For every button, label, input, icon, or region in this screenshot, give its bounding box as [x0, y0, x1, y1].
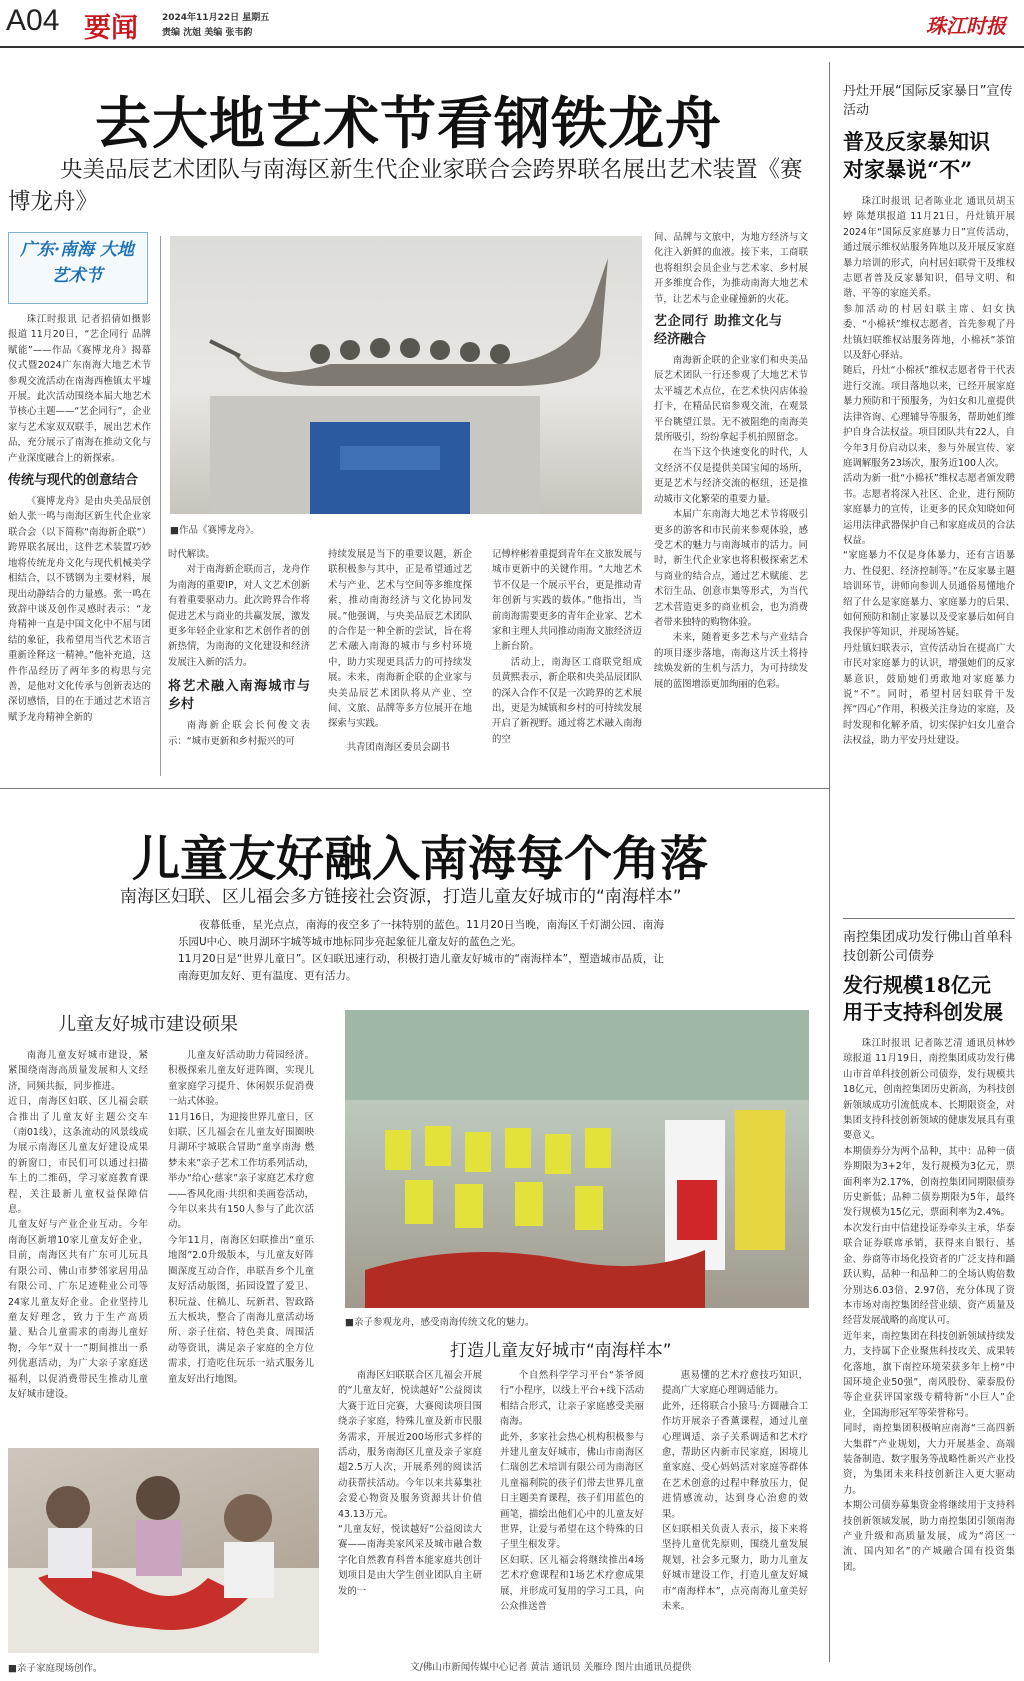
family-creation-scene — [8, 1448, 319, 1653]
kids-photo-2-caption: ■亲子家庭现场创作。 — [8, 1663, 103, 1674]
sidebar-top-body: 珠江时报讯 记者陈业北 通讯员胡玉婷 陈楚琪报道 11月21日，丹灶镇开展2024年“国际反家庭暴力日”宣传活动，通过展示维权站服务阵地以及开展反家庭暴力培训的形式，向村居妇联骨干及维权志愿者普及反家暴知识，倡导文明、和谐、平等的家庭关系。 参加活动的村居妇联主席、妇女执委、“小棉袄”维权志愿者，首先参观了丹灶镇妇联维权站服务阵地，小棉袄”茶馆以及舒心驿站。 随后，丹灶“小棉袄”维权志愿者骨干代表进行交流。项目落地以来，已经开展家庭暴力预防和干预服务，为妇女和儿童提供法律咨询、心理辅导等服务，帮助她们维护自身合法权益。项目团队共有22人，自今年3月份启动以来，参与外展宣传、家庭调解服务23场次，服务近100人次。 活动为新一批“小棉袄”维权志愿者颁发聘书。志愿者将深入社区、企业，进行预防家庭暴力的宣传，让更多的民众知晓如何运用法律武器保护自己和家庭成员的合法权益。 “家庭暴力不仅是身体暴力，还有言语暴力、性侵犯、经济控制等。”在反家暴主题培训环节，讲师向参训人员通俗易懂地介绍了什么是家庭暴力、家庭暴力的后果、如何预防和制止家暴以及受家暴后如何自我保护等知识，并现场答疑。 丹灶镇妇联表示，宣传活动旨在提高广大市民对家庭暴力的认识，增强她们的反家暴意识，鼓励她们勇敢地对家庭暴力说“不”。同时，希望村居妇联骨干发挥“四心”作用，积极关注身边的家庭，及时发现和化解矛盾，切实保护妇女儿童合法权益，助力平安丹灶建设。 — [843, 196, 1015, 747]
kids-colB: 儿童友好活动助力荷园经济。积极探索儿童友好进阵圈，实现儿童家庭学习提升、休闲娱乐促消费一站式体验。 11月16日，为迎接世界儿童日，区妇联、区儿福会在儿童友好围圈映月湖环宇城联合冒助“童享南海 燃梦未来”亲子艺术工作坊系列活动，举办“给心·慈家”亲子家庭艺术疗愈——香风化雨·共织和美画卷活动，今年以来共有150人参与了此次活动。 今年11月，南海区妇联推出“童乐地图”2.0升级版本，与儿童友好阵圈深度互动合作，串联吾乡个儿童友好活动版图，拓园设置了爱卫、积玩益、住稿儿、玩新君、智政路五大板块，整合了南海儿童活动场所、亲子住宿、特色美食、周围活动等资讯，满足亲子家庭的全方位需求，打造吃住玩乐一站式服务儿童友好出行地图。 — [168, 1050, 314, 1385]
art-col2b-text: 对于南海新企联而言，龙舟作为南海的重要IP，对人文艺术创新有着重要驱动力。此次跨界合作将促进艺术与商业的共赢发展，激发更多年轻企业家和艺术创作者的创新热情，为南海的文化建设和经济发展注入新的活力。 — [168, 564, 310, 668]
kids-credit: 文/佛山市新闻传媒中心记者 黄洁 通讯员 关雁玲 图片由通讯员提供 — [410, 1662, 692, 1673]
sidebar-top-kicker: 丹灶开展“国际反家暴日”宣传活动 — [843, 84, 1013, 118]
kids-colA: 南海儿童友好城市建设，紧紧围绕南海高质量发展和人文经济，同频共振，同步推进。 近日，南海区妇联、区儿福会联合推出了儿童友好主题公交车（南01线），这条流动的风景线成为展示南海区儿童友好建设成果的新窗口，市民们可以通过扫描车上的二维码，学习家庭教育课程，关注最新儿童权益保障信息。 儿童友好与产业企业互动。今年南海区新增10家儿童友好企业，目前，南海区共有广东可儿玩具有限公司、佛山市梦邻家居用品有限公司、广东足迹鞋业公司等24家儿童友好企业。企业坚持儿童友好理念，致力于生产高质量、贴合儿童需求的南海儿童好物，今年“双十一”期间推出一系列优惠活动，为广大亲子家庭送福利，以促消费带民生推动儿童友好城市建设。 — [8, 1050, 148, 1400]
page-header — [0, 0, 1024, 46]
kids-section2-title: 打造儿童友好城市“南海样本” — [450, 1341, 672, 1361]
art-subhead: 央美品辰艺术团队与南海区新生代企业家联合会跨界联名展出艺术装置《赛博龙舟》 — [8, 157, 803, 215]
kids-colE: 惠易懂的艺术疗愈技巧知识，提高广大家庭心理调适能力。 此外，还将联合小猿马·方圆融合工作坊开展亲子香薰课程，通过儿童心理调适、亲子关系调适和艺术疗愈，帮助区内新市民家庭，困境儿童家庭、受心妈妈活对家庭等群体在艺术创意的过程中释放压力，促进情感流动，达到身心治愈的效果。 区妇联相关负责人表示，接下来将坚持儿童优先原则，围绕儿童发展规划，社会多元聚力，助力儿童友好城市建设工作，打造儿童友好城市“南海样本”，点亮南海儿童美好未来。 — [662, 1370, 808, 1613]
art-col1 — [8, 312, 151, 725]
kids-headline: 儿童友好融入南海每个角落 — [132, 831, 709, 887]
header-divider — [0, 46, 1024, 48]
art-col5-text: 间、品牌与文旅中，为地方经济与文化注入新鲜的血液。接下来，工商联也将组织会员企业与艺术家、乡村展开多维度合作，为推动南海大地艺术节，让艺术与企业碰撞新的火花。 — [654, 232, 808, 305]
sidebar-bottom-kicker: 南控集团成功发行佛山首单科技创新公司债券 — [843, 930, 1013, 964]
art-headline: 去大地艺术节看钢铁龙舟 — [95, 91, 722, 157]
column-rule — [160, 236, 161, 776]
art-col5c-text: 在当下这个快速变化的时代，人文经济不仅是提供美国宝闻的场所，更是艺术与经济交流的枢纽，还是推动城市文化繁荣的重要力量。 — [654, 447, 808, 505]
art-col5b-text: 南海新企联的企业家们和央美品辰艺术团队一行还参观了大地艺术节太平墟艺术点位，在艺术快闪店体验打卡，在精品民宿参观交流，在观景平台眺望江景。无不被阻绝的南海美景所吸引，纷纷拿起手机拍照留念。 — [654, 355, 808, 444]
art-col5d-text: 本届广东南海大地艺术节将吸引更多的游客和市民前来参观体验，感受艺术的魅力与南海城市的活力。同时，新生代企业家也将积极探索艺术与商业的结合点，通过艺术赋能、艺术衍生品、创意市集等形式，为当代艺术营造更多的商业机会，也为消费者带来独特的购物体验。 — [654, 509, 808, 628]
art-col2-heading: 将艺术融入南海城市与乡村 — [168, 679, 310, 713]
art-photo — [170, 236, 642, 514]
sidebar-divider-h — [843, 918, 1015, 919]
festival-logo-text: 广东·南海 大地艺术节 — [20, 240, 134, 286]
page-number: A04 — [6, 4, 60, 37]
art-photo-caption: ■作品《赛博龙舟》。 — [170, 525, 260, 536]
kids-photo-2 — [8, 1448, 319, 1653]
art-col3 — [328, 547, 472, 755]
art-col3-text: 持续发展是当下的重要议题，新企联积极参与其中，正是希望通过艺术与产业、艺术与空间等多维度探索，推动南海经济与文化协同发展。”他强调，与央美品辰艺术团队的合作是一种全新的尝试，旨在将艺术融入南海的城市与乡村环境中，助力实现更具活力的可持续发展。未来，南海新企联的企业家与央美品辰艺术团队将从产业、空间、文旅、品牌等多方位展开在地探索与实践。 — [328, 549, 472, 730]
date-line: 2024年11月22日 星期五 — [162, 13, 270, 23]
sidebar-top — [843, 82, 1015, 749]
art-col2 — [168, 547, 310, 749]
kids-colC: 南海区妇联联合区儿福会开展的“儿童友好，悦读越好”公益阅读大赛于近日完赛，大赛阅读项目围绕亲子家庭，特殊儿童及新市民服务需求，开展近200场形式多样的活动，服务南海区儿童及亲子家庭超2.5万人次，开展系列的阅读活动获帮扶活动。今年以来共募集社会爱心物资及服务资源共计价值43.13万元。 “儿童友好，悦读越好”公益阅读大赛——南海美家风采及城市融合数字化自然教育科普本能家庭共创计划项目是由大学生创业团队自主研发的一 — [338, 1370, 482, 1597]
art-col5e-text: 未来，随着更多艺术与产业结合的项目逐步落地，南海这片沃土将持续焕发新的生机与活力，为可持续发展的蓝图增添更加绚丽的色彩。 — [654, 632, 808, 690]
dragon-boat-sculpture — [170, 236, 642, 514]
art-col1-text: 珠江时报讯 记者招倩如摄影报道 11月20日，“艺企同行 品牌赋能”——作品《赛博龙舟》揭幕仪式暨2024广东南海大地艺术节参观交流活动在南海西樵镇太平墟开展。此次活动围绕本届大地艺术节核心主题——“艺企同行”，企业家与艺术家双双联手，展出艺术作品，充分展示了南海在推动文化与产业深度融合上的新探索。 — [8, 314, 151, 464]
sidebar-bottom — [843, 928, 1015, 1575]
art-col5-heading: 艺企同行 助推文化与经济融合 — [654, 314, 782, 348]
kids-visit-scene — [345, 1010, 809, 1308]
art-col2-text: 时代解读。 — [168, 549, 215, 560]
sidebar-divider — [829, 62, 830, 1662]
editor-line: 责编 沈姐 美编 张韦韵 — [162, 28, 253, 38]
art-col1b-text: 《赛博龙舟》是由央美品辰创始人张一鸣与南海区新生代企业家联合会（以下简称“南海新企联”）跨界联名展出，这件艺术装置巧妙地将传统龙舟文化与现代机械美学相结合，以不锈钢为主要材料，展现出动静结合的力量感。张一鸣在致辞中谈及创作灵感时表示：“龙舟精神一直是中国文化中不屈与团结的象征，我希望用当代艺术语言重新诠释这一精神。”他补充道，这件作品经历了两年多的构思与完善，是他对文化传承与创新表达的深切感悟，目的在于通过艺术语言赋予龙舟精神全新的 — [8, 496, 151, 723]
sidebar-bottom-body: 珠江时报讯 记者陈艺清 通讯员林妙琼报道 11月19日，南控集团成功发行佛山市首单科技创新公司债券，发行规模共18亿元，创南控集团历史新高，为科技创新领域成功引流低成本、长期限资金，对集团支持科技创新领域的健康发展具有重要意义。 本期债券分为两个品种，其中：品种一债券期限为3+2年，发行规模为3亿元，票面利率为2.17%，创南控集团同期限债券历史新低；品种二债券期限为5年，最终发行规模为15亿元，票面利率为2.4%。 本次发行由中信建投证券牵头主承，华泰联合证券联席承销，获得来自银行、基金、券商等市场化投资者的广泛支持和踊跃认购，品种一和品种二的全场认购倍数分别达6.03倍、2.97倍，充分体现了资本市场对南控集团经营业绩、资产质量及经营发展战略的高度认可。 近年来，南控集团在科技创新领域持续发力，支持属下企业聚焦科技攻关、成果转化落地，旗下南控环境荣获多年上榜“中国环境企业50强”，南风股份、蒙泰股份等企业获评国家级专精特新“小巨人”企业，全国海形冠军等荣誉称号。 同时，南控集团积极响应南海“三高四新大集群”产业规划，大力开展基金、高端装备制造、数字服务等战略性新兴产业投资，为集团未来科技创新注入更大驱动力。 本期公司债券募集资金将继续用于支持科技创新领域发展，助力南控集团引领南海产业升级和高质量发展，成为“湾区一流、国内知名”的产城融合国有投资集团。 — [843, 1038, 1015, 1573]
kids-photo-1 — [345, 1010, 809, 1308]
kids-lede: 夜幕低垂，星光点点，南海的夜空多了一抹特别的蓝色。11月20日当晚，南海区千灯湖公园、南海乐园U中心、映月湖环宇城等城市地标同步亮起象征儿童友好的蓝色之光。 11月20日是“世界儿童日”。区妇联迅速行动，积极打造儿童友好城市的“南海样本”，塑造城市品质，让南海更加友好、更有温度、更有活力。 — [178, 919, 664, 982]
art-col2c-text: 南海新企联会长何俊文表示：“城市更新和乡村振兴的可 — [168, 720, 310, 747]
masthead-logo: 珠江时报 — [926, 14, 1006, 38]
kids-subhead: 南海区妇联、区儿福会多方链接社会资源，打造儿童友好城市的“南海样本” — [120, 887, 682, 907]
section-divider — [0, 788, 829, 789]
art-col5 — [654, 230, 808, 692]
art-col4b-text: 活动上，南海区工商联党组成员黄熙表示，新企联和央美品辰团队的深入合作不仅是一次跨界的艺术展出，更是为城镇和乡村的可持续发展开启了新视野。通过将艺术融入南海的空 — [492, 656, 643, 745]
sidebar-bottom-headline: 发行规模18亿元 用于支持科创发展 — [843, 973, 1003, 1024]
kids-colD: 个自然科学学习平台“茶爷阅行”小程序，以线上平台+线下活动相结合形式，让亲子家庭感受美丽南海。 此外，多家社会热心机构积极参与并建儿童友好城市，佛山市南海区仁瑞创艺术培训有限公司为南海区儿童福利院的孩子们带去世界儿童日主题美育课程，孩子们用蓝色的画笔，描绘出他们心中的儿童友好世界，让爱与希望在这个特殊的日子里生根发芽。 区妇联、区儿福会将继续推出4场艺术疗愈课程和1场艺术疗愈成果展，并形成可复用的学习工具，向公众推送普 — [500, 1370, 644, 1613]
section-name: 要闻 — [84, 13, 138, 44]
kids-photo-1-caption: ■亲子参观龙舟，感受南海传统文化的魅力。 — [345, 1317, 535, 1328]
art-col1-heading: 传统与现代的创意结合 — [8, 473, 139, 489]
festival-logo — [8, 232, 148, 304]
art-col3b-text: 共青团南海区委员会副书 — [346, 741, 450, 753]
sidebar-top-headline: 普及反家暴知识 对家暴说“不” — [843, 129, 990, 182]
art-col4 — [492, 547, 642, 747]
art-col4-text: 记傅梓彬着重提到青年在文旅发展与城市更新中的关键作用。“大地艺术节不仅是一个展示平台，更是推动青年创新与实践的载体。”他指出，当前南海需要更多的青年企业家、艺术家和主理人共同推动南海文旅经济迈上新台阶。 — [492, 549, 643, 653]
kids-section-title: 儿童友好城市建设硕果 — [58, 1014, 238, 1035]
